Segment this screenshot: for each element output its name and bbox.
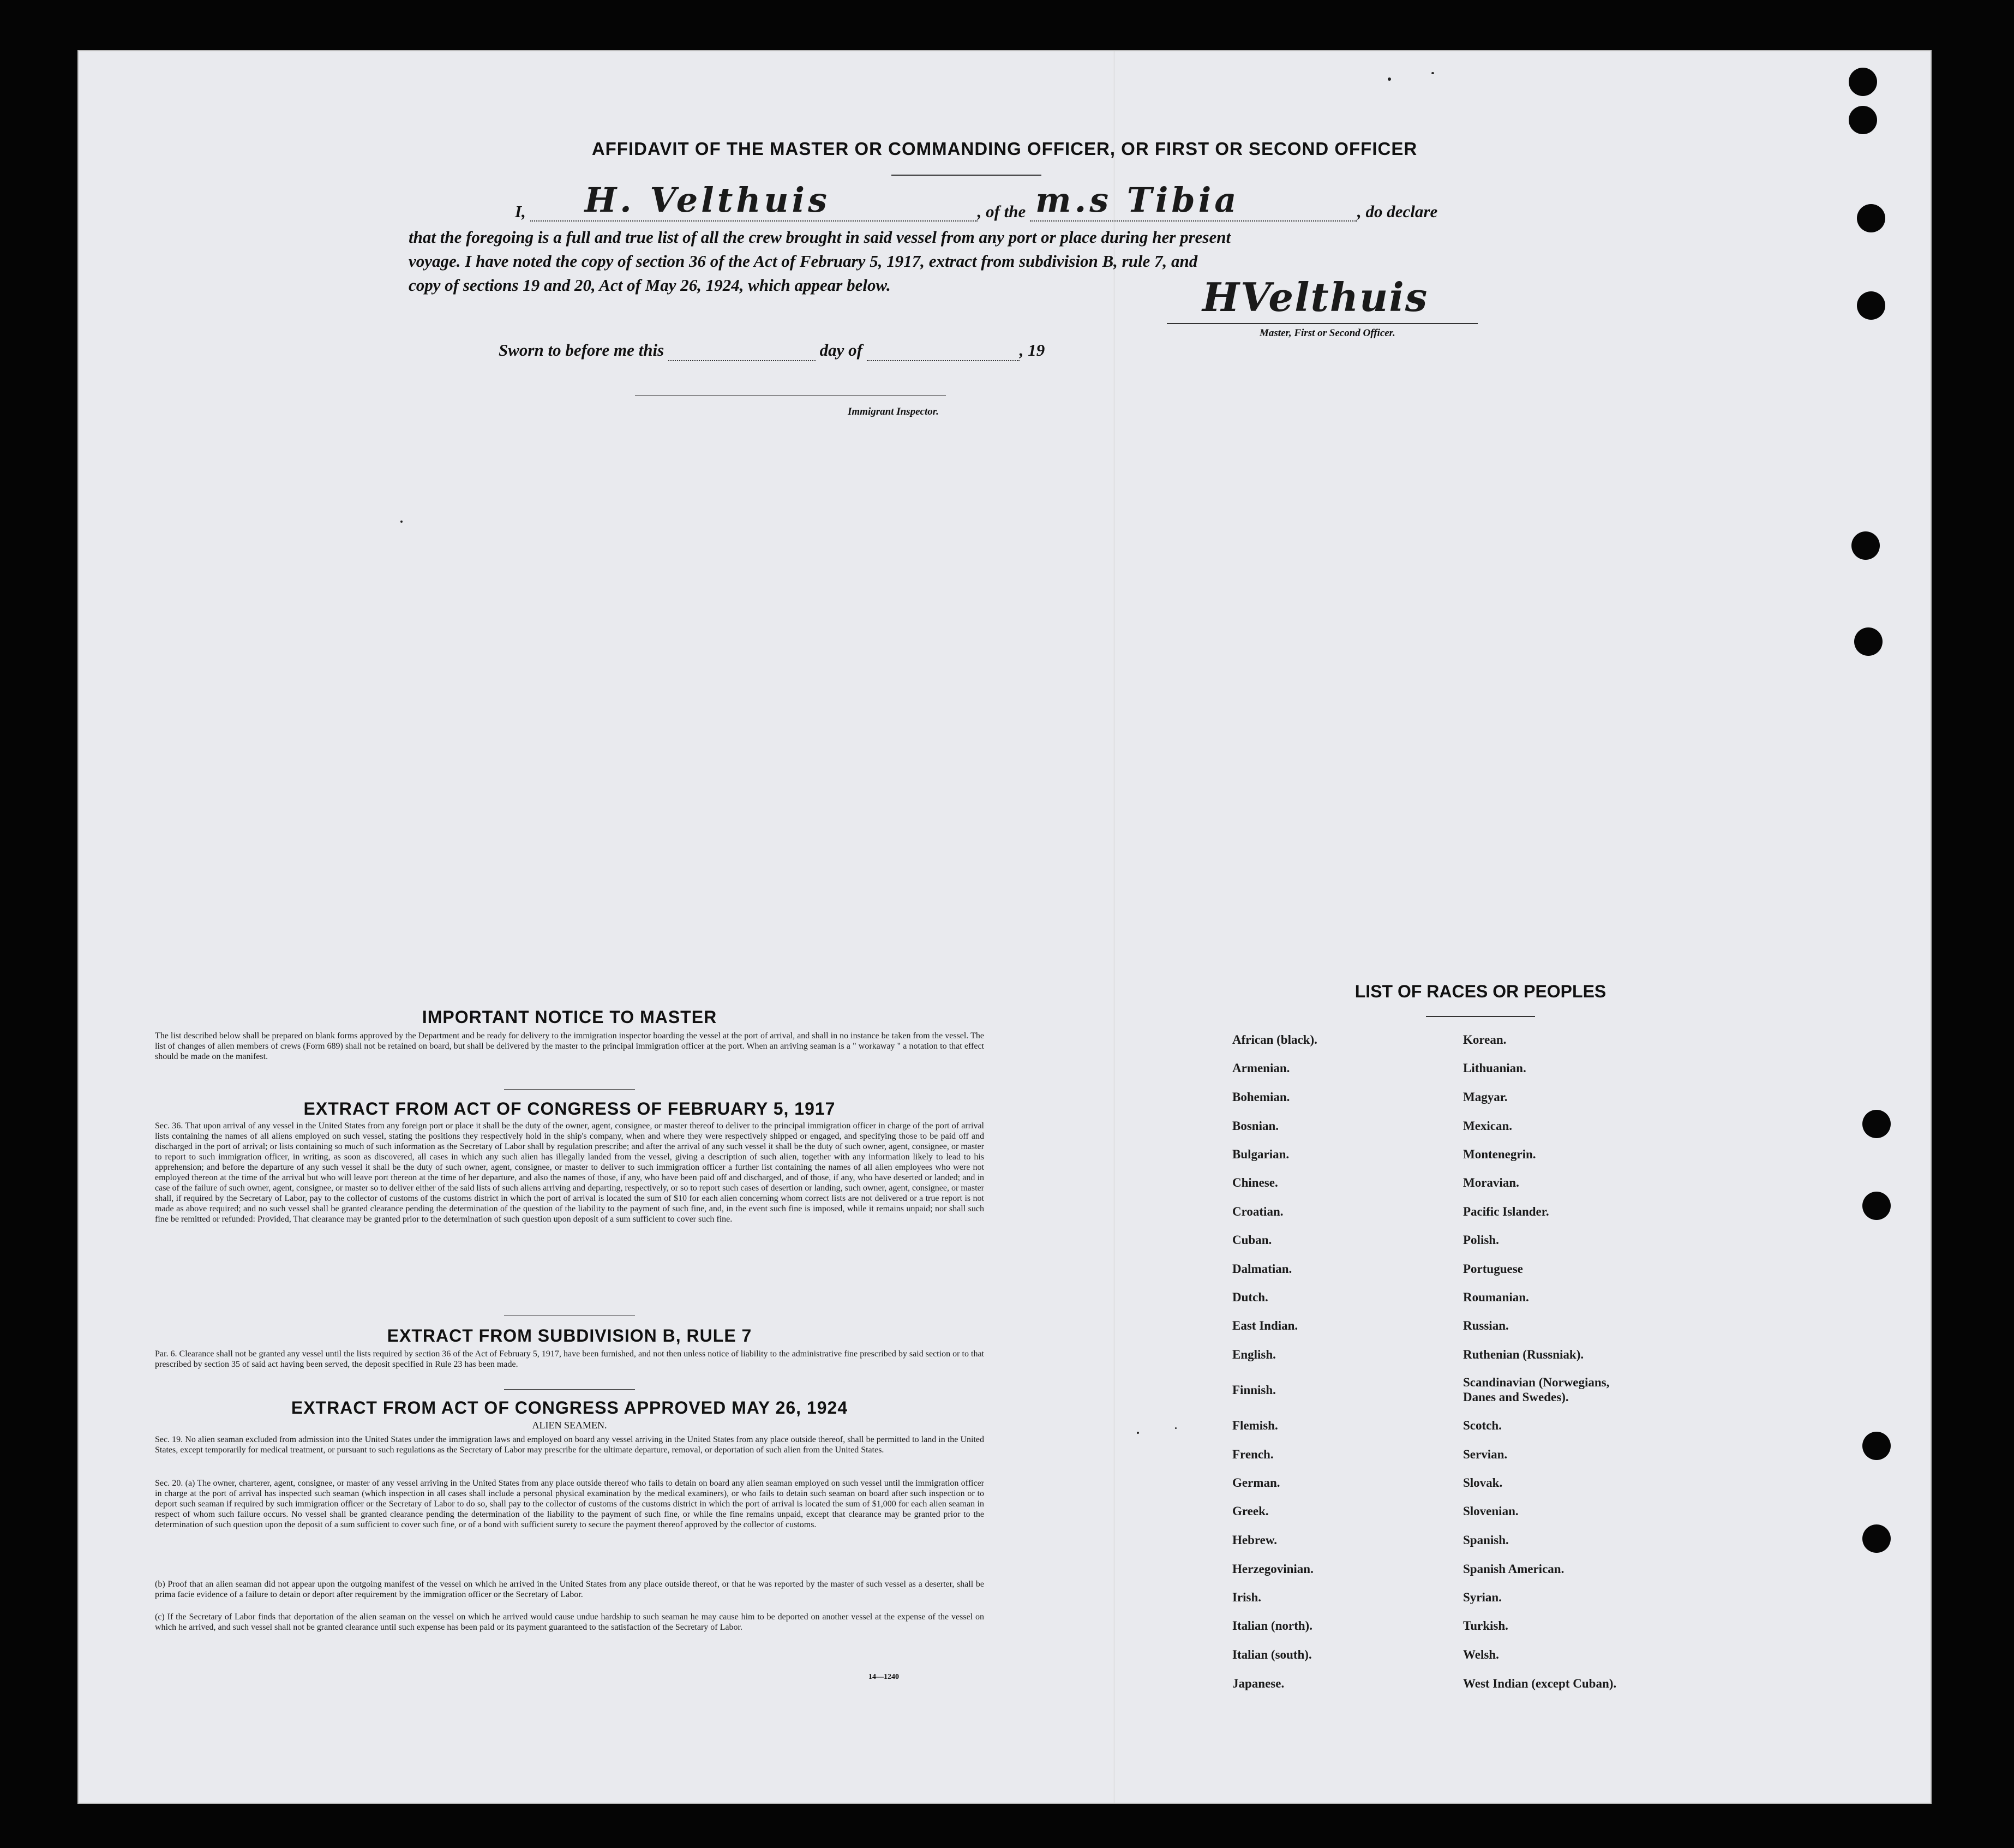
master-signature: HVelthuis bbox=[1202, 274, 1429, 320]
sworn-day-label: day of bbox=[819, 340, 862, 360]
race-item: Spanish. bbox=[1463, 1533, 1509, 1547]
extract-1924-sec19: Sec. 19. No alien seaman excluded from admission into the United States under the immigration laws and employed on board any vessel arriving in the United States from any place outside thereof, shall be permitted to land in the United States, except temporarily for medical treatment, or pursuant to such regulations as the Secretary of Labor may prescribe for the ultimate departure, removal, or deportation of such alien from the United States. bbox=[155, 1435, 984, 1455]
affidavit-title: AFFIDAVIT OF THE MASTER OR COMMANDING OFFICER, OR FIRST OR SECOND OFFICER bbox=[591, 139, 1418, 159]
notice-text: The list described below shall be prepared on blank forms approved by the Department and be ready for delivery to the immigration inspector boarding the vessel at the port of arrival, and shall in no instance be taken from the vessel. The list of changes of alien members of crews (Form 689) shall not be retained on board, but shall be delivered by the master to the principal immigration officer at the port. When an arriving seaman is a " workaway " a notation to that effect should be made on the manifest. bbox=[155, 1031, 984, 1061]
race-item: Turkish. bbox=[1463, 1619, 1508, 1632]
of-the-label: , of the bbox=[977, 202, 1026, 221]
speck bbox=[1388, 77, 1391, 81]
race-item: Moravian. bbox=[1463, 1176, 1519, 1189]
race-item: English. bbox=[1232, 1348, 1276, 1361]
form-number: 14—1240 bbox=[868, 1673, 899, 1681]
races-title: LIST OF RACES OR PEOPLES bbox=[1354, 982, 1607, 1001]
race-item: Ruthenian (Russniak). bbox=[1463, 1348, 1584, 1361]
speck bbox=[1431, 72, 1434, 74]
race-item: Bosnian. bbox=[1232, 1119, 1279, 1133]
binder-hole bbox=[1857, 291, 1885, 320]
race-item: Italian (south). bbox=[1232, 1648, 1312, 1661]
declaration-body-2: voyage. I have noted the copy of section 36 of the Act of February 5, 1917, extract from subdivision B, rule 7, and bbox=[409, 252, 1198, 271]
binder-hole bbox=[1854, 627, 1883, 656]
divider bbox=[504, 1089, 635, 1090]
race-item: Flemish. bbox=[1232, 1419, 1278, 1432]
race-item: French. bbox=[1232, 1448, 1274, 1461]
officer-name: H. Velthuis bbox=[584, 180, 830, 220]
race-item: Servian. bbox=[1463, 1448, 1508, 1461]
race-item: Croatian. bbox=[1232, 1205, 1284, 1218]
race-item: Syrian. bbox=[1463, 1590, 1502, 1604]
vessel-name: m.s Tibia bbox=[1035, 180, 1240, 220]
binder-hole bbox=[1849, 68, 1877, 96]
binder-hole bbox=[1857, 204, 1885, 232]
officer-name-field bbox=[530, 180, 978, 222]
document-page bbox=[77, 50, 1932, 1804]
race-item: Cuban. bbox=[1232, 1233, 1272, 1247]
race-item: Roumanian. bbox=[1463, 1290, 1529, 1304]
speck bbox=[400, 521, 403, 523]
race-item: Scotch. bbox=[1463, 1419, 1502, 1432]
extract-1924-subtitle: ALIEN SEAMEN. bbox=[532, 1420, 607, 1431]
extract-1917-title: EXTRACT FROM ACT OF CONGRESS OF FEBRUARY 5, 1917 bbox=[303, 1099, 836, 1119]
binder-hole bbox=[1851, 531, 1880, 560]
inspector-signature-line bbox=[635, 395, 946, 396]
race-item: Magyar. bbox=[1463, 1090, 1508, 1104]
sworn-year-label: , 19 bbox=[1019, 340, 1045, 360]
race-item: Chinese. bbox=[1232, 1176, 1278, 1189]
race-item: Spanish American. bbox=[1463, 1562, 1565, 1576]
binder-hole bbox=[1862, 1524, 1891, 1553]
signature-line bbox=[1167, 323, 1478, 324]
race-item: Pacific Islander. bbox=[1463, 1205, 1549, 1218]
race-item: West Indian (except Cuban). bbox=[1463, 1677, 1617, 1690]
race-item: Greek. bbox=[1232, 1504, 1269, 1518]
declaration-line bbox=[515, 180, 1606, 222]
declaration-body-3: copy of sections 19 and 20, Act of May 26, 1924, which appear below. bbox=[409, 276, 891, 295]
races-title-underline bbox=[1426, 1016, 1535, 1017]
binder-hole bbox=[1862, 1110, 1891, 1138]
sworn-day-field bbox=[668, 340, 816, 361]
binder-hole bbox=[1849, 106, 1877, 134]
extract-1924-title: EXTRACT FROM ACT OF CONGRESS APPROVED MAY 26, 1924 bbox=[291, 1398, 848, 1418]
race-item: Dalmatian. bbox=[1232, 1262, 1292, 1276]
signature-label: Master, First or Second Officer. bbox=[1260, 327, 1395, 339]
binder-hole bbox=[1862, 1432, 1891, 1460]
race-item: Portuguese bbox=[1463, 1262, 1523, 1276]
extract-1917-text: Sec. 36. That upon arrival of any vessel in the United States from any foreign port or place it shall be the duty of the owner, agent, consignee, or master thereof to deliver to the principal immigration officer in charge of the port of arrival lists containing the names of all aliens employed on such vessel, stating the positions they respectively hold in the ship's company, when and where they were respectively shipped or engaged, and specifying those to be paid off and discharged in the port of arrival; or lists containing so much of such information as the Secretary of Labor shall by regulation prescribe; and after the arrival of any such vessel it shall be the duty of such owner, agent, consignee, or master to report to such immigration officer, in writing, as soon as discovered, all cases in which any such alien has illegally landed from the vessel, giving a description of such alien, together with any information likely to lead to his apprehension; and before the departure of any such vessel it shall be the duty of such owner, agent, consignee, or master to deliver to such immigration officer a further list containing the names of all alien employees who were not employed thereon at the time of the arrival but who will leave port thereon at the time of her departure, and also the names of those, if any, who have been paid off and discharged, and of those, if any, who have deserted or landed; and in case of the failure of such owner, agent, consignee, or master so to deliver either of the said lists of such aliens arriving and departing, respectively, or so to report such cases of desertion or landing, such owner, agent, consignee, or master shall, if required by the Secretary of Labor, pay to the collector of customs of the customs district in which the port of arrival is located the sum of $10 for each alien concerning whom correct lists are not delivered or a true report is not made as above required; and no such vessel shall be granted clearance pending the determination of the question of the liability to the payment of such fine, and, in the event such fine is imposed, while it remains unpaid; nor shall such fine be remitted or refunded: Provided, That clearance may be granted prior to the determination of such question upon deposit of a sum sufficient to cover such fine. bbox=[155, 1121, 984, 1224]
extract-1924-sec20b: (b) Proof that an alien seaman did not appear upon the outgoing manifest of the vessel on which he arrived in the United States from any place outside thereof, or that he was reported by the master of such vessel as a deserter, shall be prima facie evidence of a failure to detain or deport after requirement by the immigration officer or the Secretary of Labor. bbox=[155, 1580, 984, 1599]
race-item: Slovenian. bbox=[1463, 1504, 1519, 1518]
race-item: Russian. bbox=[1463, 1319, 1509, 1332]
race-item: Mexican. bbox=[1463, 1119, 1513, 1133]
extract-1924-sec20c: (c) If the Secretary of Labor finds that deportation of the alien seaman on the vessel on which he arrived would cause undue hardship to such seaman he may cause him to be deported on another vessel at the expense of the vessel on which he arrived, and such vessel shall not be granted clearance until such expense has been paid or its payment guaranteed to the satisfaction of the Secretary of Labor. bbox=[155, 1612, 984, 1632]
vessel-name-field bbox=[1030, 180, 1357, 222]
race-item: Montenegrin. bbox=[1463, 1147, 1536, 1161]
race-item: Welsh. bbox=[1463, 1648, 1499, 1661]
race-item: Lithuanian. bbox=[1463, 1061, 1526, 1075]
extract-rule7-text: Par. 6. Clearance shall not be granted any vessel until the lists required by section 36 of the Act of February 5, 1917, have been furnished, and not then unless notice of liability to the administrative fine prescribed by said section or to that prescribed by section 35 of said act having been served, the deposit specified in Rule 23 has been made. bbox=[155, 1349, 984, 1369]
race-item: Bulgarian. bbox=[1232, 1147, 1290, 1161]
binder-hole bbox=[1862, 1192, 1891, 1220]
race-item: Dutch. bbox=[1232, 1290, 1268, 1304]
declaration-body-1: that the foregoing is a full and true list of all the crew brought in said vessel from any port or place during her present bbox=[409, 228, 1231, 247]
race-item: Armenian. bbox=[1232, 1061, 1290, 1075]
race-item: Polish. bbox=[1463, 1233, 1499, 1247]
inspector-label: Immigrant Inspector. bbox=[848, 406, 939, 417]
race-item: Hebrew. bbox=[1232, 1533, 1277, 1547]
race-item: Korean. bbox=[1463, 1033, 1507, 1046]
notice-title: IMPORTANT NOTICE TO MASTER bbox=[422, 1007, 717, 1027]
sworn-prefix: Sworn to before me this bbox=[499, 340, 664, 360]
race-item: Bohemian. bbox=[1232, 1090, 1290, 1104]
race-item: African (black). bbox=[1232, 1033, 1317, 1046]
sworn-line bbox=[499, 340, 1045, 361]
race-item: Scandinavian (Norwegians, Danes and Swedes). bbox=[1463, 1375, 1610, 1404]
race-item: Italian (north). bbox=[1232, 1619, 1312, 1632]
race-item: Finnish. bbox=[1232, 1383, 1276, 1397]
extract-rule7-title: EXTRACT FROM SUBDIVISION B, RULE 7 bbox=[387, 1326, 752, 1345]
sworn-month-field bbox=[867, 340, 1020, 361]
race-item: Irish. bbox=[1232, 1590, 1262, 1604]
speck bbox=[1137, 1432, 1139, 1434]
do-declare-label: , do declare bbox=[1357, 202, 1438, 221]
page-fold bbox=[1113, 51, 1115, 1803]
race-item: Slovak. bbox=[1463, 1476, 1503, 1490]
race-item: German. bbox=[1232, 1476, 1280, 1490]
speck bbox=[1175, 1427, 1177, 1429]
title-underline bbox=[891, 175, 1041, 176]
race-item: Japanese. bbox=[1232, 1677, 1285, 1690]
extract-1924-sec20a: Sec. 20. (a) The owner, charterer, agent, consignee, or master of any vessel arriving in the United States from any place outside thereof who fails to detain on board any alien seaman employed on such vessel until the immigration officer in charge at the port of arrival has inspected such seaman (which inspection in all cases shall include a personal physical examination by the medical examiners), or who fails to detain such seaman on board after such inspection or to deport such seaman if required by such immigration officer or the Secretary of Labor to do so, shall pay to the collector of customs of the customs district in which the port of arrival is located the sum of $1,000 for each alien seaman in respect of whom such failure occurs. No vessel shall be granted clearance pending the determination of the liability to the payment of such fine, or while the fine remains unpaid, except that clearance may be granted prior to the determination of such question upon the deposit of a sum sufficient to cover such fine, or of a bond with sufficient surety to secure the payment thereof approved by the collector of customs. bbox=[155, 1479, 984, 1529]
race-item: East Indian. bbox=[1232, 1319, 1298, 1332]
divider bbox=[504, 1389, 635, 1390]
race-item: Herzegovinian. bbox=[1232, 1562, 1314, 1576]
i-label: I, bbox=[515, 202, 526, 221]
